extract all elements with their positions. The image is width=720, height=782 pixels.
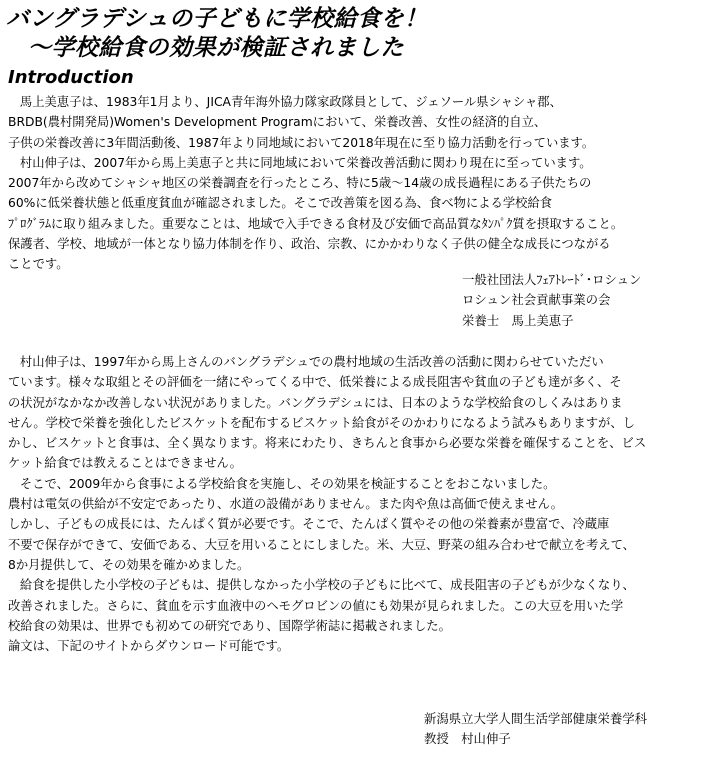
main-line: ケット給食では教えることはできません。 — [8, 455, 242, 471]
intro-line: ﾌﾟﾛｸﾞﾗﾑに取り組みました。重要なことは、地域で入手できる食材及び安価で高品質なﾀﾝﾊﾟｸ質を摂取すること。 — [8, 215, 624, 231]
main-line: しかし、子どもの成長には、たんぱく質が必要です。そこで、たんぱく質やその他の栄養素が豊富で、冷蔵庫 — [8, 516, 610, 532]
main-line: かし、ビスケットと食事は、全く異なります。将来にわたり、きちんと食事から必要な栄養を確保することを、ビス — [8, 435, 647, 451]
main-line: の状況がなかなか改善しない状況がありました。バングラデシュには、日本のような学校給食のしくみはありま — [8, 394, 623, 410]
main-line: そこで、2009年から食事による学校給食を実施し、その効果を検証することをおこないました。 — [19, 475, 556, 491]
main-line: 不要で保存ができて、安価である、大豆を用いることにしました。米、大豆、野菜の組み合わせで献立を考えて、 — [8, 536, 635, 552]
main-line: 村山伸子は、1997年から馬上さんのバングラデシュでの農村地域の生活改善の活動に関わらせていただい — [19, 354, 604, 369]
introduction-paragraph — [8, 92, 713, 275]
title-line-2: ～学校給食の効果が検証されました — [28, 35, 404, 61]
main-line: ています。様々な取組とその評価を一緒にやってくる中で、低栄養による成長阻害や貧血の子ども達が多く、そ — [8, 374, 622, 390]
signature-name: 栄養士 馬上美恵子 — [462, 312, 574, 328]
intro-line: 馬上美恵子は、1983年1月より、JICA青年海外協力隊家政隊員として、ジェソール県シャシャ郡、 — [19, 94, 562, 109]
intro-line: 子供の栄養改善に3年間活動後、1987年より同地域において2018年現在に至り協力活動を行っています。 — [8, 134, 595, 150]
signature-affiliation: 新潟県立大学人間生活学部健康栄養学科 — [424, 711, 648, 726]
introduction-heading: Introduction — [8, 67, 134, 88]
main-line: 校給食の効果は、世界でも初めての研究であり、国際学術誌に掲載されました。 — [8, 617, 451, 633]
main-paragraph — [8, 352, 713, 656]
main-line: 農村は電気の供給が不安定であったり、水道の設備がありません。また肉や魚は高価で使えません。 — [8, 496, 563, 512]
title-line-1: バングラデシュの子どもに学校給食を！ — [6, 6, 428, 32]
main-line: 給食を提供した小学校の子どもは、提供しなかった小学校の子どもに比べて、成長阻害の子どもが少なくなり、 — [19, 577, 635, 593]
main-line: 8か月提供して、その効果を確かめました。 — [8, 556, 250, 572]
intro-line: 2007年から改めてシャシャ地区の栄養調査を行ったところ、特に5歳～14歳の成長過程にある子供たちの — [8, 175, 592, 191]
signature-organization: 一般社団法人ﾌｪｱﾄﾚｰﾄﾞ･ロシュン — [462, 272, 642, 287]
signature-association: ロシュン社会貢献事業の会 — [462, 292, 611, 308]
introduction-signature — [462, 270, 641, 331]
intro-line: BRDB(農村開発局)Women's Development Programにおいて、栄養改善、女性の経済的自立、 — [8, 114, 547, 130]
main-line: 論文は、下記のサイトからダウンロード可能です。 — [8, 638, 290, 654]
intro-line: 村山伸子は、2007年から馬上美恵子と共に同地域において栄養改善活動に関わり現在に至っています。 — [19, 154, 592, 170]
main-line: せん。学校で栄養を強化したビスケットを配布するビスケット給食がそのかわりになるよう試みもありますが、し — [8, 414, 635, 430]
signature-professor: 教授 村山伸子 — [424, 731, 511, 747]
main-line: 改善されました。さらに、貧血を示す血液中のヘモグロビンの値にも効果が見られました。この大豆を用いた学 — [8, 597, 624, 613]
main-signature — [424, 709, 647, 750]
intro-line: ことです。 — [8, 256, 69, 272]
intro-line: 保護者、学校、地域が一体となり協力体制を作り、政治、宗教、にかかわりなく子供の健全な成長につながる — [8, 236, 611, 252]
intro-line: 60%に低栄養状態と低重度貧血が確認されました。そこで改善策を図る為、食べ物による学校給食 — [8, 195, 553, 211]
